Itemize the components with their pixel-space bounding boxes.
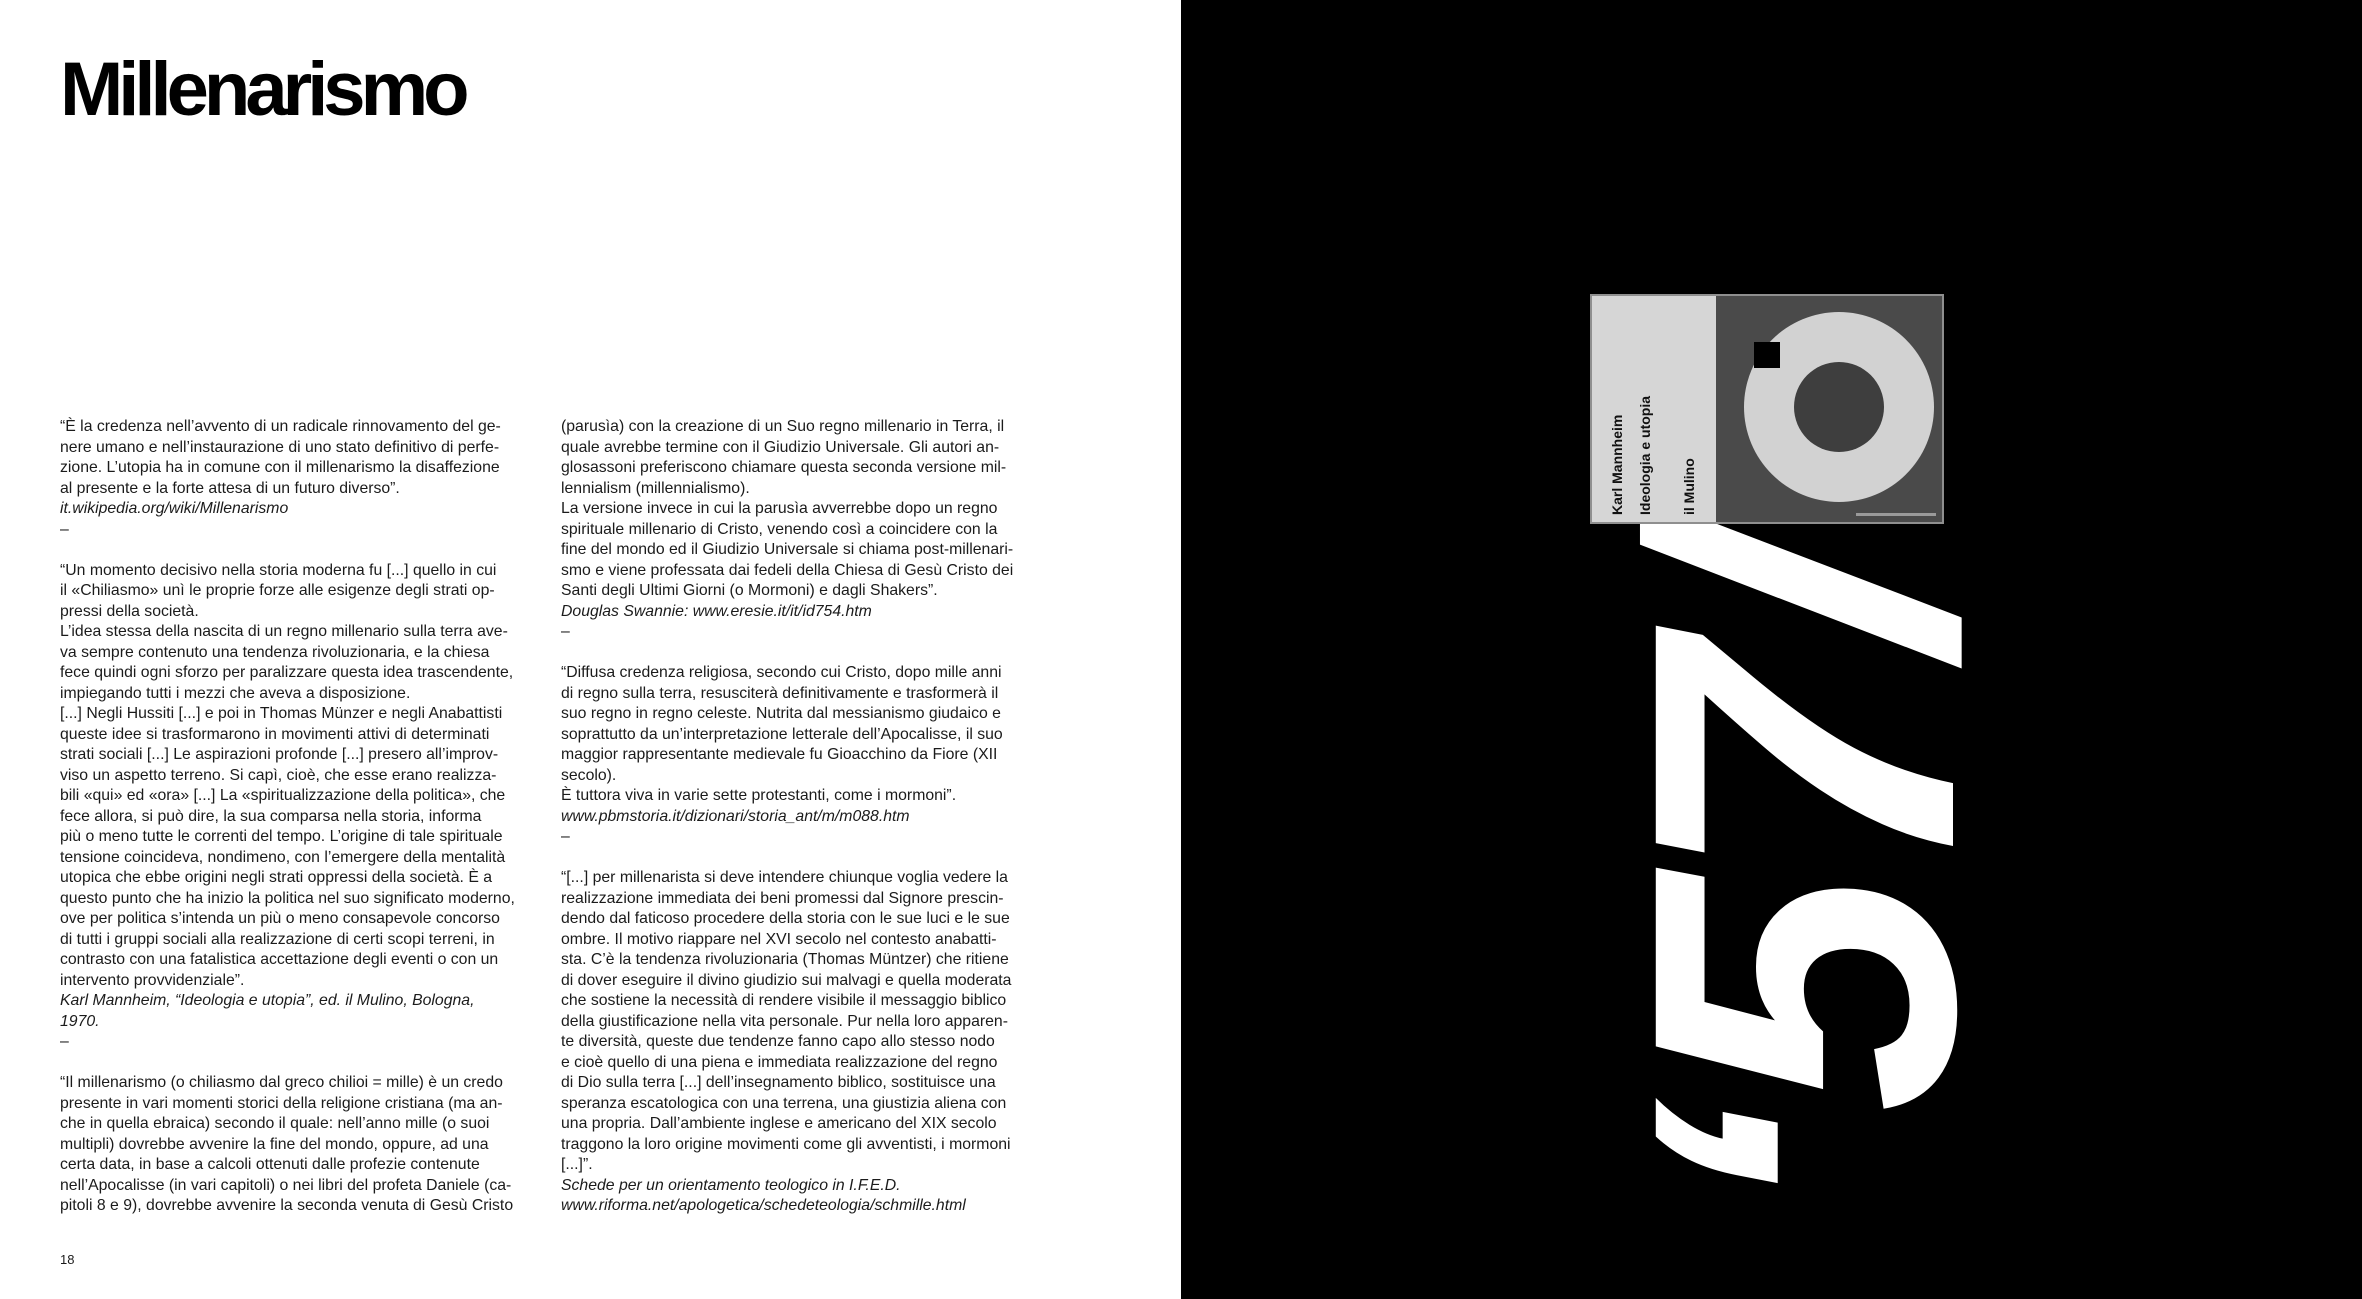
quote-source: www.pbmstoria.it/dizionari/storia_ant/m/m088.htm [561, 807, 910, 825]
quote-source: Karl Mannheim, “Ideologia e utopia”, ed. il Mulino, Bologna, 1970. [60, 992, 475, 1030]
ring-hole [1794, 362, 1884, 452]
quote-block [60, 1073, 532, 1217]
quote-text: “Il millenarismo (o chiliasmo dal greco chilioi = mille) è un credo presente in vari momenti storici della religione cristiana (ma an- che in quella ebraica) secondo il quale: nell’anno mille (o suoi multipli) dovrebbe avvenire la fine del mondo, oppure, ad una certa data, in base a calcoli ottenuti dalle profezie contenute nell’Apocalisse (in vari capitoli) o nei libri del profeta Daniele (ca- pitoli 8 e 9), dovrebbe avvenire la seconda venuta di Gesù Cristo [60, 1074, 514, 1214]
quote-source: it.wikipedia.org/wiki/Millenarismo [60, 500, 289, 517]
cover-footer-line [1856, 513, 1936, 516]
quote-block [561, 868, 1035, 1217]
quote-block [561, 663, 1035, 848]
book-title: Ideologia e utopia [1637, 395, 1653, 515]
quote-block [60, 417, 532, 540]
quote-text: “[...] per millenarista si deve intendere chiunque voglia vedere la realizzazione immediata dei beni promessi dal Signore prescin- dendo dal faticoso procedere della storia con le sue luci e le sue ombre. Il motivo riappare nel XVI secolo nel contesto anabatti- sta. C’è la tendenza rivoluzionaria (Thomas Müntzer) che ritiene di dover eseguire il divino giudizio sui malvagi e quella moderata che sostiene la necessità di rendere visibile il messaggio biblico della giustificazione nella vita personale. Pur nella loro apparen- te diversità, queste due tendenze fanno capo allo stesso nodo e cioè quello di una piena e immediata realizzazione del regno di Dio sulla terra [...] dell’insegnamento biblico, sostituisce una speranza escatologica con una terrena, una giustizia aliena con una propria. Dall’ambiente inglese e americano del XIX secolo traggono la loro origine movimenti come gli avventisti, i mormoni [...]”. [561, 869, 1012, 1173]
text-column-right [561, 417, 1035, 1217]
separator-dash: – [60, 1033, 69, 1050]
quote-text: “Un momento decisivo nella storia moderna fu [...] quello in cui il «Chiliasmo» unì le proprie forze alle esigenze degli strati op- pressi della società. L’idea stessa della nascita di un regno millenario sulla terra ave- va sempre contenuto una tendenza rivoluzionaria, e la chiesa fece quindi ogni sforzo per paralizzare questa idea trascendente, impiegando tutti i mezzi che aveva a disposizione. [...] Negli Hussiti [...] e poi in Thomas Münzer e negli Anabattisti queste idee si trasformarono in movimenti attivi di determinati strati sociali [...] Le aspirazioni profonde [...] presero all’improv- viso un aspetto terreno. Si capì, cioè, che esse erano realizza- bili «qui» ed «ora» [...] La «spiritualizzazione della politica», che fece allora, si può dire, la sua comparsa nella storia, informa più o meno tutte le correnti del tempo. L’origine di tale spirituale tensione coincideva, nondimeno, con l’emergere della mentalità utopica che ebbe origini negli strati oppressi della società. È a questo punto che ha inizio la politica nel suo significato moderno, ove per politica s’intenda un più o meno consapevole concorso di tutti i gruppi sociali alla realizzazione di certi scopi terreni, in contrasto con una fatalistica accettazione degli eventi o con un intervento provvidenziale”. [60, 561, 515, 989]
quote-text: “Diffusa credenza religiosa, secondo cui Cristo, dopo mille anni di regno sulla terra, resusciterà definitivamente e trasformerà il suo regno in regno celeste. Nutrita dal messianismo giudaico e soprattutto da un’interpretazione letterale dell’Apocalisse, il suo maggior rappresentante medievale fu Gioacchino da Fiore (XII secolo). È tuttora viva in varie sette protestanti, come i mormoni”. [561, 664, 1003, 804]
quote-text: “È la credenza nell’avvento di un radicale rinnovamento del ge- nere umano e nell’instaurazione di uno stato definitivo di perfe- zione. L’utopia ha in comune con il millenarismo la disaffezione al presente e la forte attesa di un futuro diverso”. [60, 418, 501, 497]
separator-dash: – [561, 623, 570, 640]
separator-dash: – [60, 520, 69, 538]
book-cover-image [1590, 294, 1944, 524]
ring-graphic [1744, 312, 1934, 502]
page-title: Millenarismo [60, 47, 465, 132]
quote-source: Douglas Swannie: www.eresie.it/it/id754.htm [561, 602, 872, 620]
quote-text: (parusìa) con la creazione di un Suo regno millenario in Terra, il quale avrebbe termine con il Giudizio Universale. Gli autori an- glosassoni preferiscono chiamare questa seconda versione mil- lennialism (millennialismo). La versione invece in cui la parusìa avverrebbe dopo un regno spirituale millenario di Cristo, venendo così a coincidere con la fine del mondo ed il Giudizio Universale si chiama post-millenari- smo e viene professata dai fedeli della Chiesa di Gesù Cristo dei Santi degli Ultimi Giorni (o Mormoni) e dagli Shakers”. [561, 418, 1014, 599]
book-cover-artwork [1716, 296, 1942, 522]
quote-block [561, 417, 1035, 643]
separator-dash: – [561, 828, 570, 845]
book-publisher: il Mulino [1681, 458, 1697, 515]
quote-block [60, 561, 532, 1053]
page-number: 18 [60, 1252, 75, 1267]
quote-source: Schede per un orientamento teologico in I.F.E.D. www.riforma.net/apologetica/schedeteologia/schmille.html [561, 1176, 966, 1214]
text-column-left [60, 417, 532, 1217]
black-square-graphic [1754, 342, 1780, 368]
year-number: ‘57/ [1562, 542, 2045, 1223]
book-author: Karl Mannheim [1609, 414, 1625, 515]
